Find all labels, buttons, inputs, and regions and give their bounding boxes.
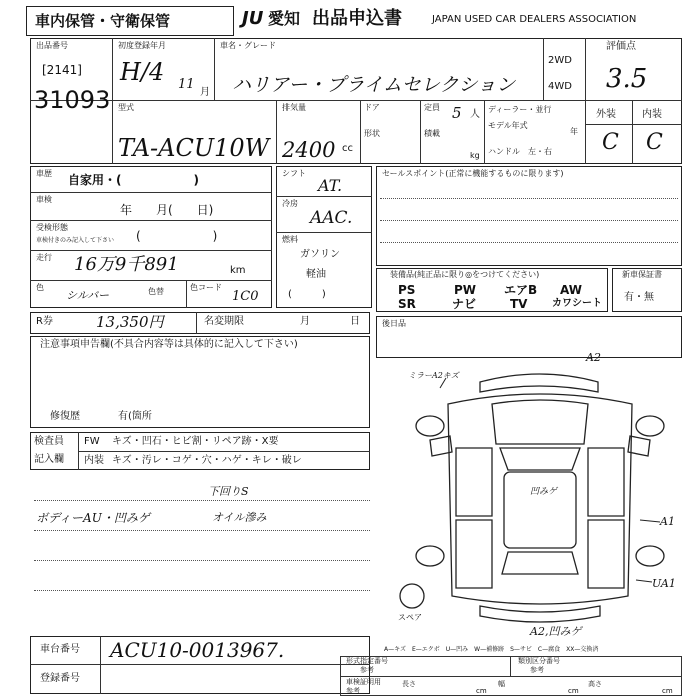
dealer-label: ディーラー・並行 xyxy=(488,105,552,114)
spare-label: スペア xyxy=(398,613,422,622)
lot-number-label: 出品番号 xyxy=(36,41,68,50)
displacement-label: 排気量 xyxy=(282,103,306,112)
inspector-label-1: 検査員 xyxy=(34,436,64,447)
cert-label: 車検証明用 xyxy=(346,678,381,686)
shape-label: 形状 xyxy=(364,129,380,138)
history-label: 車歴 xyxy=(36,169,52,178)
color-code-label: 色コード xyxy=(190,283,222,292)
spec-ref: 参考 xyxy=(360,666,374,674)
height-unit: cm xyxy=(662,687,673,695)
grade-label: 評価点 xyxy=(606,41,636,52)
capacity-value: 5 xyxy=(452,104,462,122)
accept-label: 受検形態 xyxy=(36,223,68,232)
color-label: 色 xyxy=(36,283,44,292)
shift-value: AT. xyxy=(318,176,343,195)
lot-number: 31093 xyxy=(34,86,111,114)
inspector-label-2: 記入欄 xyxy=(34,454,64,465)
displacement-unit: cc xyxy=(342,143,353,154)
fw-items: キズ・凹石・ヒビ割・リペア跡・X要 xyxy=(112,436,279,447)
equip-pw: PW xyxy=(454,283,477,297)
diagram-note-center: 凹みゲ xyxy=(530,487,558,497)
load-unit: kg xyxy=(470,151,480,160)
diagram-note-right-a1: A1 xyxy=(660,515,675,528)
equip-aw: AW xyxy=(560,283,582,297)
lot-sub-number: [2141] xyxy=(42,63,82,77)
spec-label: 形式指定番号 xyxy=(346,657,388,665)
fuel-label: 燃料 xyxy=(282,235,298,244)
first-reg-value: H/4 xyxy=(120,58,165,86)
capacity-label: 定員 xyxy=(424,103,440,112)
warranty-label: 新車保証書 xyxy=(622,270,662,279)
color-code-value: 1C0 xyxy=(232,289,259,304)
logo-text: 愛知 xyxy=(268,9,301,28)
diagram-note-bottom: A2,凹みゲ xyxy=(530,625,582,638)
color-value: シルバー xyxy=(66,289,109,302)
equip-sr: SR xyxy=(398,297,416,311)
recycle-value: 13,350円 xyxy=(96,313,164,331)
cert-ref: 参考 xyxy=(346,687,360,695)
interior-check-label: 内装 xyxy=(84,455,104,466)
exterior-label: 外装 xyxy=(596,109,616,120)
load-label: 積載 xyxy=(424,129,440,138)
first-reg-month: 11 xyxy=(178,77,195,92)
inspection-value: 年 月( 日) xyxy=(120,203,214,217)
accept-value: ( ) xyxy=(136,229,218,243)
model-value: TA-ACU10W xyxy=(118,134,270,162)
class-ref: 参考 xyxy=(530,666,544,674)
equip-navi: ナビ xyxy=(452,297,477,311)
sales-point-label: セールスポイント(正常に機能するものに限ります) xyxy=(382,169,564,178)
form-title: 出品申込書 xyxy=(312,8,402,29)
repair-label: 修復歴 xyxy=(50,411,80,422)
deadline-day: 日 xyxy=(350,316,360,327)
deadline-month: 月 xyxy=(300,316,310,327)
notes-label: 注意事項申告欄(不具合内容等は具体的に記入して下さい) xyxy=(40,339,298,350)
car-name-value: ハリアー・プライムセレクション xyxy=(232,74,516,96)
note-underbody: 下回りS xyxy=(208,485,249,498)
width-label: 幅 xyxy=(498,680,505,688)
equip-ps: PS xyxy=(398,283,416,297)
mileage-label: 走行 xyxy=(36,253,52,262)
storage-label: 車内保管・守衛保管 xyxy=(35,12,171,30)
ac-value: AAC. xyxy=(310,208,353,228)
displacement-value: 2400 xyxy=(282,138,336,162)
chassis-label: 車台番号 xyxy=(40,644,80,655)
diagram-note-mirror: ミラーA2キズ xyxy=(408,371,459,380)
ju-logo: JU xyxy=(242,8,264,29)
month-unit: 月 xyxy=(200,87,210,98)
interior-grade: C xyxy=(646,130,663,155)
history-value: 自家用・( ) xyxy=(68,173,199,187)
accept-sub: 車検付きのみ記入して下さい xyxy=(36,237,115,244)
inspection-label: 車検 xyxy=(36,195,52,204)
drive-4wd: 4WD xyxy=(548,81,572,92)
shift-label: シフト xyxy=(282,169,306,178)
mileage-value: 16万9千891 xyxy=(74,254,179,275)
model-year-label: モデル年式 xyxy=(488,121,528,130)
equip-tv: TV xyxy=(510,297,528,311)
mileage-unit: km xyxy=(230,265,246,276)
door-label: ドア xyxy=(364,103,380,112)
model-label: 型式 xyxy=(118,103,134,112)
fuel-paren: ( ) xyxy=(288,289,326,300)
note-body: ボディーAU・凹みゲ xyxy=(36,511,150,525)
drive-2wd: 2WD xyxy=(548,55,572,66)
repair-value: 有(箇所 xyxy=(118,411,152,422)
association-name: JAPAN USED CAR DEALERS ASSOCIATION xyxy=(432,14,637,25)
color-change-label: 色替 xyxy=(148,287,164,296)
deadline-label: 名変期限 xyxy=(204,316,244,327)
diagram-note-top: A2 xyxy=(586,351,601,364)
interior-check-items: キズ・汚レ・コゲ・穴・ハゲ・キレ・破レ xyxy=(112,455,302,466)
equipment-label: 装備品(純正品に限り◎をつけてください) xyxy=(390,270,540,279)
fuel-value: ガソリン xyxy=(300,249,340,260)
interior-label: 内装 xyxy=(642,109,662,120)
diagram-note-right-ua1: UA1 xyxy=(652,577,676,590)
equip-airbag: エアB xyxy=(504,283,538,297)
exterior-grade: C xyxy=(602,130,619,155)
length-label: 長さ xyxy=(402,680,416,688)
capacity-unit: 人 xyxy=(470,109,480,120)
damage-legend: A—キズ E—エクボ U—凹み W—補修跡 S—サビ C—腐食 XX—交換済 xyxy=(384,646,599,653)
width-unit: cm xyxy=(568,687,579,695)
note-oil: オイル滲み xyxy=(212,511,267,524)
registration-label: 登録番号 xyxy=(40,673,80,684)
fw-label: FW xyxy=(84,436,100,447)
warranty-value: 有・無 xyxy=(624,292,654,303)
height-label: 高さ xyxy=(588,680,602,688)
fuel-diesel: 軽油 xyxy=(306,269,326,280)
handle-label: ハンドル 左・右 xyxy=(488,147,552,156)
year-unit: 年 xyxy=(570,127,578,136)
first-reg-label: 初度登録年月 xyxy=(118,41,166,50)
equip-leather: カワシート xyxy=(552,298,602,309)
recycle-label: R券 xyxy=(36,316,53,327)
length-unit: cm xyxy=(476,687,487,695)
rear-items-label: 後日品 xyxy=(382,319,406,328)
class-label: 類別区分番号 xyxy=(518,657,560,665)
ac-label: 冷房 xyxy=(282,199,298,208)
car-name-label: 車名・グレード xyxy=(220,41,276,50)
grade-value: 3.5 xyxy=(606,64,648,94)
chassis-number: ACU10-0013967. xyxy=(110,638,285,662)
